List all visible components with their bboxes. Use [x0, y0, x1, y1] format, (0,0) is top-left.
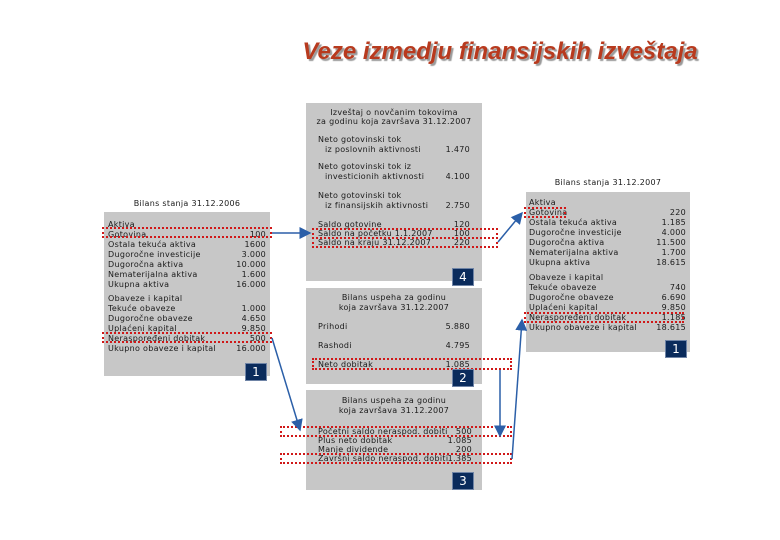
- retained-row-label: Plus neto dobitak: [318, 436, 393, 445]
- b2007-asset-row-value: 4.000: [661, 228, 686, 237]
- b2006-asset-row-value: 1600: [244, 240, 266, 249]
- fin-label-2: iz finansijskih aktivnosti: [325, 201, 429, 210]
- b2007-asset-row-label: Aktiva: [529, 198, 556, 207]
- b2007-liab-row-value: 740: [669, 283, 686, 292]
- b2006-liab-row-value: 4.650: [241, 314, 266, 323]
- b2006-liab-row-value: 9.850: [241, 324, 266, 333]
- badge-1-left: 1: [245, 363, 267, 381]
- income-heading-2: koja završava 31.12.2007: [338, 303, 450, 312]
- b2006-asset-row-value: 100: [249, 230, 266, 239]
- expense-label: Rashodi: [318, 341, 352, 350]
- inv-label-1: Neto gotovinski tok iz: [318, 162, 412, 171]
- b2007-liab-row-value: 18.615: [656, 323, 686, 332]
- b2007-asset-row-label: Dugoročne investicije: [529, 228, 622, 237]
- b2006-liab-row-label: Ukupno obaveze i kapital: [108, 344, 217, 353]
- arrow-2006-to-retained: [272, 338, 300, 430]
- retained-row-value: 1.385: [447, 454, 472, 463]
- b2007-asset-row-value: 1.700: [661, 248, 686, 257]
- b2007-asset-row-label: Ukupna aktiva: [529, 258, 591, 267]
- retained-row-label: Početni saldo neraspod. dobiti: [318, 427, 448, 436]
- b2006-liab-row-label: Tekuće obaveze: [108, 304, 176, 313]
- retained-row-value: 200: [455, 445, 472, 454]
- end-value: 220: [453, 238, 470, 247]
- retained-row-value: 1.085: [447, 436, 472, 445]
- begin-label: Saldo na početku 1.1.2007: [318, 229, 433, 238]
- badge-3: 3: [452, 472, 474, 490]
- b2007-asset-row-label: Ostala tekuća aktiva: [529, 218, 618, 227]
- inv-value: 4.100: [445, 172, 470, 181]
- badge-2: 2: [452, 369, 474, 387]
- b2006-asset-row-value: 1.600: [241, 270, 266, 279]
- saldo-label: Saldo gotovine: [318, 220, 382, 229]
- b2007-asset-row-label: Dugoročna aktiva: [529, 238, 605, 247]
- retained-row-value: 500: [455, 427, 472, 436]
- arrow-cashflow-to-2007: [498, 213, 522, 242]
- badge-4: 4: [452, 268, 474, 286]
- b2007-asset-row-value: 220: [669, 208, 686, 217]
- income-heading-1: Bilans uspeha za godinu: [341, 293, 447, 302]
- fin-label-1: Neto gotovinski tok: [318, 191, 402, 200]
- net-income-value: 1.085: [445, 360, 470, 369]
- retained-row-label: Manje dividende: [318, 445, 389, 454]
- begin-value: 100: [453, 229, 470, 238]
- end-label: Saldo na kraju 31.12.2007: [318, 238, 432, 247]
- b2006-liab-row-value: 500: [249, 334, 266, 343]
- b2006-asset-row-label: Nematerijalna aktiva: [108, 270, 198, 279]
- b2006-asset-row-label: Dugoročne investicije: [108, 250, 201, 259]
- b2006-liab-row-label: Neraspoređeni dobitak: [108, 334, 206, 343]
- cash-flow-heading-1: Izveštaj o novčanim tokovima: [330, 108, 458, 117]
- b2007-asset-row-value: 11.500: [656, 238, 686, 247]
- b2007-liab-row-value: 9.850: [661, 303, 686, 312]
- b2006-liab-row-label: Obaveze i kapital: [108, 294, 183, 303]
- b2006-liab-row-value: 16.000: [236, 344, 266, 353]
- b2007-asset-row-label: Nematerijalna aktiva: [529, 248, 619, 257]
- fin-value: 2.750: [445, 201, 470, 210]
- b2006-liab-row-label: Uplaćeni kapital: [108, 324, 177, 333]
- b2007-asset-row-label: Gotovina: [529, 208, 568, 217]
- op-label-2: iz poslovnih aktivnosti: [325, 145, 421, 154]
- expense-value: 4.795: [445, 341, 470, 350]
- b2006-liab-row-value: 1.000: [241, 304, 266, 313]
- page-title: Veze izmedju finansijskih izveštaja: [302, 38, 698, 65]
- b2006-asset-row-value: 3.000: [241, 250, 266, 259]
- op-value: 1.470: [445, 145, 470, 154]
- b2007-liab-row-label: Neraspoređeni dobitak: [529, 313, 627, 322]
- b2006-asset-row-label: Gotovina: [108, 230, 147, 239]
- cash-flow-heading-2: za godinu koja završava 31.12.2007: [316, 117, 472, 126]
- retained-heading-2: koja završava 31.12.2007: [338, 406, 450, 415]
- b2007-liab-row-label: Tekuće obaveze: [529, 283, 597, 292]
- revenue-label: Prihodi: [318, 322, 348, 331]
- balance-2006-heading: Bilans stanja 31.12.2006: [133, 199, 241, 208]
- b2007-liab-row-value: 1.185: [661, 313, 686, 322]
- b2007-asset-row-value: 1.185: [661, 218, 686, 227]
- arrow-retained-to-2007: [512, 320, 522, 459]
- op-label-1: Neto gotovinski tok: [318, 135, 402, 144]
- b2007-liab-row-label: Uplaćeni kapital: [529, 303, 598, 312]
- badge-1-right: 1: [665, 340, 687, 358]
- b2006-asset-row-label: Aktiva: [108, 220, 135, 229]
- b2007-liab-row-value: 6.690: [661, 293, 686, 302]
- b2006-asset-row-value: 16.000: [236, 280, 266, 289]
- b2006-asset-row-label: Ukupna aktiva: [108, 280, 170, 289]
- retained-heading-1: Bilans uspeha za godinu: [341, 396, 447, 405]
- b2007-asset-row-value: 18.615: [656, 258, 686, 267]
- b2006-liab-row-label: Dugoročne obaveze: [108, 314, 193, 323]
- b2007-liab-row-label: Ukupno obaveze i kapital: [529, 323, 638, 332]
- b2006-asset-row-label: Dugoročna aktiva: [108, 260, 184, 269]
- balance-2007-heading: Bilans stanja 31.12.2007: [554, 178, 662, 187]
- b2006-asset-row-value: 10.000: [236, 260, 266, 269]
- b2007-liab-row-label: Obaveze i kapital: [529, 273, 604, 282]
- b2007-liab-row-label: Dugoročne obaveze: [529, 293, 614, 302]
- retained-row-label: Završni saldo neraspod. dobiti: [318, 454, 449, 463]
- net-income-label: Neto dobitak: [318, 360, 374, 369]
- saldo-value: 120: [453, 220, 470, 229]
- inv-label-2: investicionih aktivnosti: [325, 172, 425, 181]
- b2006-asset-row-label: Ostala tekuća aktiva: [108, 240, 197, 249]
- revenue-value: 5.880: [445, 322, 470, 331]
